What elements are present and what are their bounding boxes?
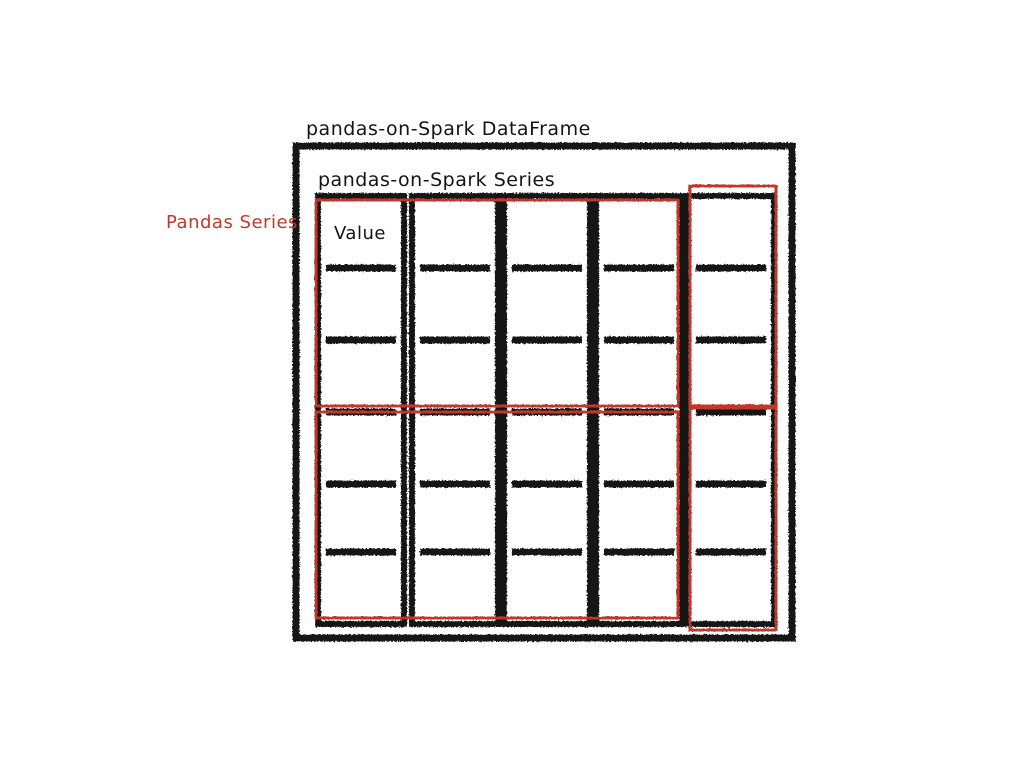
value-label: Value: [334, 223, 386, 244]
pandas-series-label: Pandas Series: [166, 212, 298, 233]
pandas-series-highlight-right-upper: [690, 186, 776, 406]
pandas-series-highlight-right-lower: [690, 408, 776, 630]
row-separator-group: [326, 268, 766, 552]
dataframe-outer-box: [296, 146, 792, 638]
pandas-series-highlight-group: [316, 186, 776, 630]
series-title: pandas-on-Spark Series: [318, 169, 556, 191]
dataframe-title: pandas-on-Spark DataFrame: [306, 118, 591, 140]
